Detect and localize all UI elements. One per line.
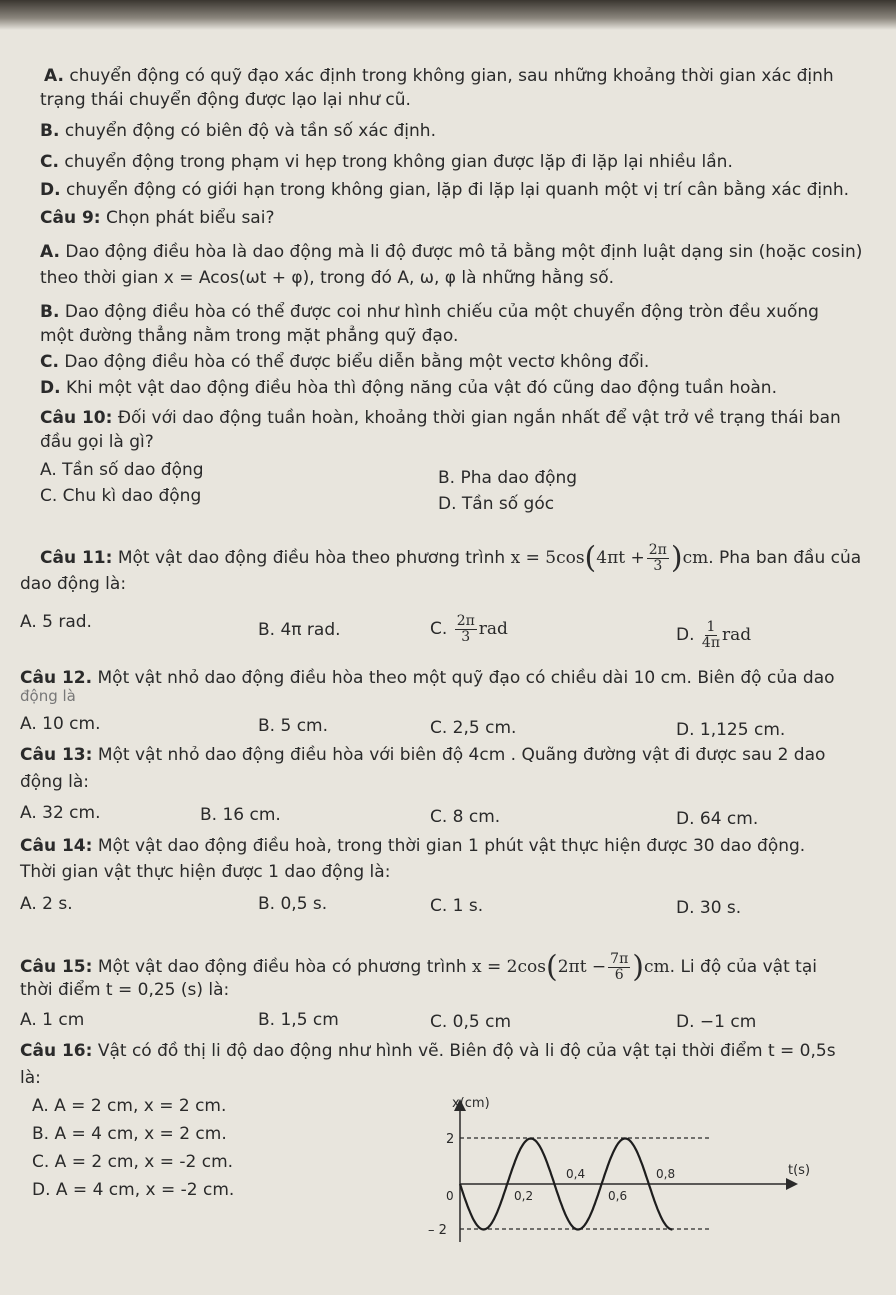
q12-option-c: C. 2,5 cm. — [430, 718, 517, 738]
x-axis-label: t(s) — [788, 1163, 811, 1178]
q15-equation: x = 2cos(2πt − $\frac{7\pi}{6}$ )cm — [472, 949, 670, 985]
q8-option-d: D. chuyển động có giới hạn trong không gian, lặp đi lặp lại quanh một vị trí cân bằng xác định. — [40, 180, 850, 200]
t-tick-04: 0,4 — [566, 1167, 586, 1181]
oscillation-graph — [410, 1092, 830, 1252]
t-tick-08: 0,8 — [656, 1167, 676, 1181]
y-axis-label: x(cm) — [452, 1096, 490, 1111]
q9-option-b-cont: một đường thẳng nằm trong mặt phẳng quỹ đạo. — [40, 326, 459, 346]
t-tick-06: 0,6 — [608, 1189, 628, 1203]
q11-option-c: C. $\frac{2\pi}{3}$ rad — [430, 613, 508, 645]
t-tick-02: 0,2 — [514, 1189, 534, 1203]
q11-option-b: B. 4π rad. — [258, 620, 341, 640]
q13-stem-cont: động là: — [20, 772, 90, 792]
q11-equation: x = 5cos(4πt + $\frac{2\pi}{3}$ )cm — [510, 540, 709, 576]
q10-option-b: B. Pha dao động — [438, 468, 578, 488]
q13-option-d: D. 64 cm. — [676, 809, 759, 829]
q9-option-a: A. Dao động điều hòa là dao động mà li độ được mô tả bằng một định luật dạng sin (hoặc cosin) — [40, 242, 863, 262]
q12-option-d: D. 1,125 cm. — [676, 720, 786, 740]
q13-stem: Câu 13: Một vật nhỏ dao động điều hòa với biên độ 4cm . Quãng đường vật đi được sau 2 dao — [20, 745, 826, 765]
y-tick-2: 2 — [446, 1132, 455, 1147]
q12-option-a: A. 10 cm. — [20, 714, 101, 734]
q16-option-a: A. A = 2 cm, x = 2 cm. — [32, 1096, 227, 1116]
q12-stem: Câu 12. Một vật nhỏ dao động điều hòa theo một quỹ đạo có chiều dài 10 cm. Biên độ của dao — [20, 668, 835, 688]
q10-stem-cont: đầu gọi là gì? — [40, 432, 154, 452]
q16-stem: Câu 16: Vật có đồ thị li độ dao động như hình vẽ. Biên độ và li độ của vật tại thời điểm t = 0,5s — [20, 1041, 836, 1061]
q14-option-d: D. 30 s. — [676, 898, 742, 918]
q12-option-b: B. 5 cm. — [258, 716, 329, 736]
q11-option-d: D. $\frac{1}{4\pi}$ rad — [676, 619, 752, 651]
q10-option-c: C. Chu kì dao động — [40, 486, 202, 506]
q8-option-c: C. chuyển động trong phạm vi hẹp trong không gian được lặp đi lặp lại nhiều lần. — [40, 152, 733, 172]
q15-option-c: C. 0,5 cm — [430, 1012, 512, 1032]
q9-option-a-cont: theo thời gian x = Acos(ωt + φ), trong đó A, ω, φ là những hằng số. — [40, 268, 615, 288]
y-tick-neg2: – 2 — [428, 1223, 447, 1238]
page-top-shadow — [0, 0, 896, 30]
q14-stem: Câu 14: Một vật dao động điều hoà, trong thời gian 1 phút vật thực hiện được 30 dao động. — [20, 836, 806, 856]
q14-option-c: C. 1 s. — [430, 896, 484, 916]
q13-option-c: C. 8 cm. — [430, 807, 501, 827]
q11-option-a: A. 5 rad. — [20, 612, 92, 632]
q11-stem: Câu 11: Một vật dao động điều hòa theo phương trình x = 5cos(4πt + $\frac{2\pi}{3}$ )cm. Pha ban đầu của — [40, 540, 862, 576]
q15-option-a: A. 1 cm — [20, 1010, 85, 1030]
q8-option-b: B. chuyển động có biên độ và tần số xác định. — [40, 121, 436, 141]
q14-stem-cont: Thời gian vật thực hiện được 1 dao động là: — [20, 862, 391, 882]
q15-option-d: D. −1 cm — [676, 1012, 757, 1032]
q8-option-a: A. chuyển động có quỹ đạo xác định trong không gian, sau những khoảng thời gian xác định — [44, 66, 834, 86]
q9-option-b: B. Dao động điều hòa có thể được coi như hình chiếu của một chuyển động tròn đều xuống — [40, 302, 819, 322]
q9-option-d: D. Khi một vật dao động điều hòa thì động năng của vật đó cũng dao động tuần hoàn. — [40, 378, 777, 398]
q13-option-a: A. 32 cm. — [20, 803, 101, 823]
q14-option-a: A. 2 s. — [20, 894, 73, 914]
q15-option-b: B. 1,5 cm — [258, 1010, 339, 1030]
q16-option-d: D. A = 4 cm, x = -2 cm. — [32, 1180, 235, 1200]
origin-label: 0 — [446, 1189, 454, 1203]
q13-option-b: B. 16 cm. — [200, 805, 281, 825]
q16-option-b: B. A = 4 cm, x = 2 cm. — [32, 1124, 227, 1144]
q9-option-c: C. Dao động điều hòa có thể được biểu diễn bằng một vectơ không đổi. — [40, 352, 650, 372]
q10-stem: Câu 10: Đối với dao động tuần hoàn, khoảng thời gian ngắn nhất để vật trở về trạng thái ban — [40, 408, 841, 428]
q11-stem-cont: dao động là: — [20, 574, 127, 594]
q16-option-c: C. A = 2 cm, x = -2 cm. — [32, 1152, 234, 1172]
q9-stem: Câu 9: Chọn phát biểu sai? — [40, 208, 275, 228]
q12-stem-cont: động là — [20, 687, 76, 705]
q10-option-d: D. Tần số góc — [438, 494, 555, 514]
q10-option-a: A. Tần số dao động — [40, 460, 204, 480]
q15-stem-cont: thời điểm t = 0,25 (s) là: — [20, 980, 230, 1000]
q8-option-a-cont: trạng thái chuyển động được lạo lại như cũ. — [40, 90, 411, 110]
q14-option-b: B. 0,5 s. — [258, 894, 328, 914]
q16-stem-cont: là: — [20, 1068, 41, 1088]
q15-stem: Câu 15: Một vật dao động điều hòa có phương trình x = 2cos(2πt − $\frac{7\pi}{6}$ )cm. Li độ của vật tại — [20, 949, 817, 985]
